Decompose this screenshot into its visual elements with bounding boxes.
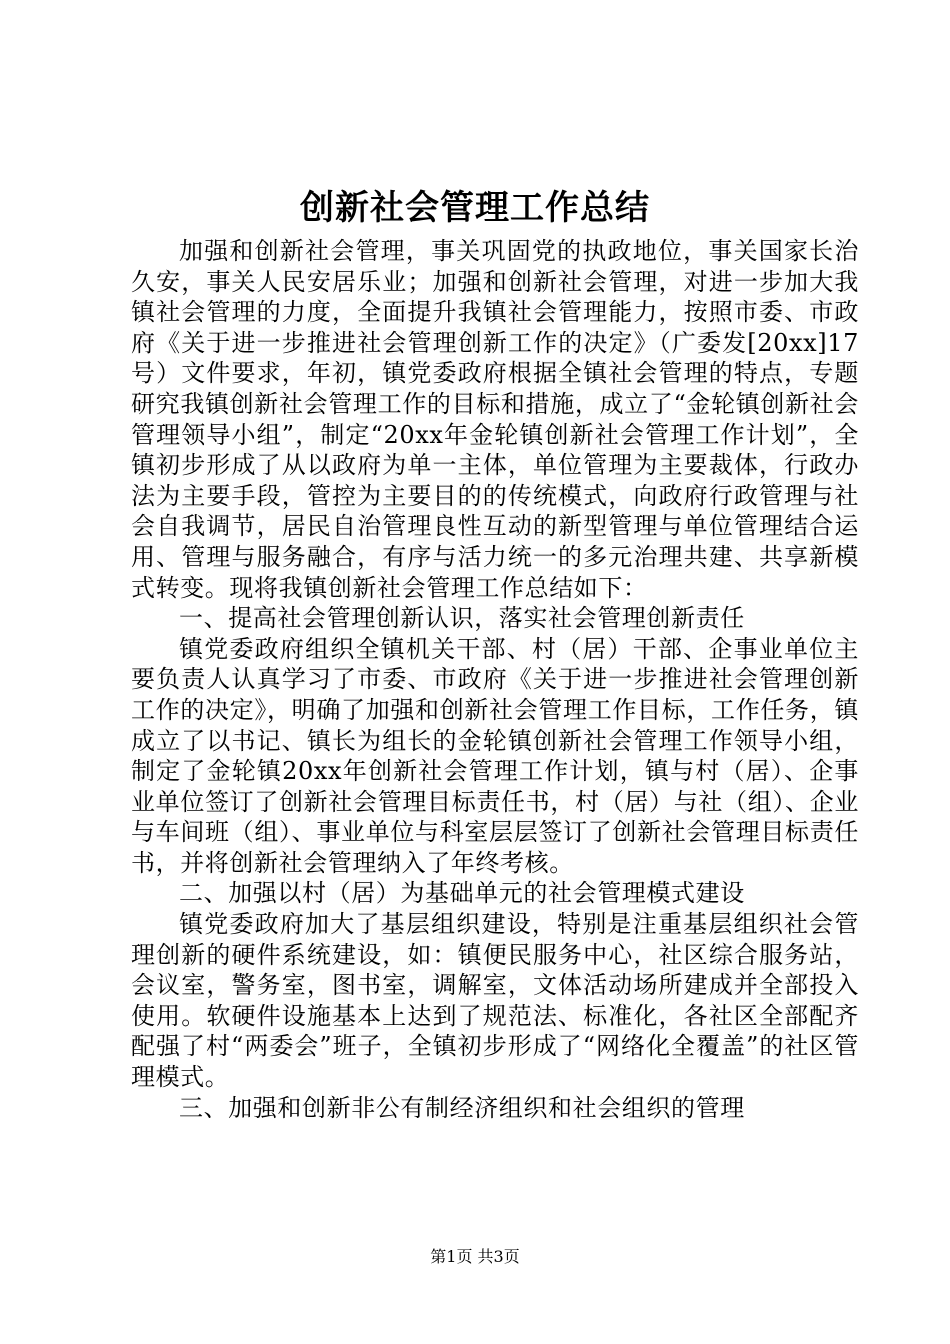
document-body	[131, 236, 859, 1123]
page-number-indicator: 第1页 共3页	[430, 1247, 520, 1266]
document-title: 创新社会管理工作总结	[300, 188, 650, 228]
section-2-heading: 二、加强以村（居）为基础单元的社会管理模式建设	[179, 879, 745, 908]
section-2-paragraph: 镇党委政府加大了基层组织建设，特别是注重基层组织社会管理创新的硬件系统建设，如：镇便民服务中心，社区综合服务站，会议室，警务室，图书室，调解室，文体活动场所建成并全部投入使用。软硬件设施基本上达到了规范法、标准化，各社区全部配齐配强了村“两委会”班子，全镇初步形成了“网络化全覆盖”的社区管理模式。	[131, 910, 859, 1092]
section-3-heading: 三、加强和创新非公有制经济组织和社会组织的管理	[179, 1093, 745, 1122]
page-footer	[0, 1247, 950, 1267]
intro-paragraph: 加强和创新社会管理，事关巩固党的执政地位，事关国家长治久安，事关人民安居乐业；加强和创新社会管理，对进一步加大我镇社会管理的力度，全面提升我镇社会管理能力，按照市委、市政府《关于进一步推进社会管理创新工作的决定》（广委发[20xx]17号）文件要求，年初，镇党委政府根据全镇社会管理的特点，专题研究我镇创新社会管理工作的目标和措施，成立了“金轮镇创新社会管理领导小组”，制定“20xx年金轮镇创新社会管理工作计划”，全镇初步形成了从以政府为单一主体，单位管理为主要裁体，行政办法为主要手段，管控为主要目的的传统模式，向政府行政管理与社会自我调节，居民自治管理良性互动的新型管理与单位管理结合运用、管理与服务融合，有序与活力统一的多元治理共建、共享新模式转变。现将我镇创新社会管理工作总结如下：	[131, 237, 859, 602]
section-1-heading: 一、提高社会管理创新认识，落实社会管理创新责任	[179, 604, 745, 633]
section-1-paragraph: 镇党委政府组织全镇机关干部、村（居）干部、企事业单位主要负责人认真学习了市委、市政府《关于进一步推进社会管理创新工作的决定》，明确了加强和创新社会管理工作目标，工作任务，镇成立了以书记、镇长为组长的金轮镇创新社会管理工作领导小组，制定了金轮镇20xx年创新社会管理工作计划，镇与村（居）、企事业单位签订了创新社会管理目标责任书，村（居）与社（组）、企业与车间班（组）、事业单位与科室层层签订了创新社会管理目标责任书，并将创新社会管理纳入了年终考核。	[131, 634, 859, 877]
